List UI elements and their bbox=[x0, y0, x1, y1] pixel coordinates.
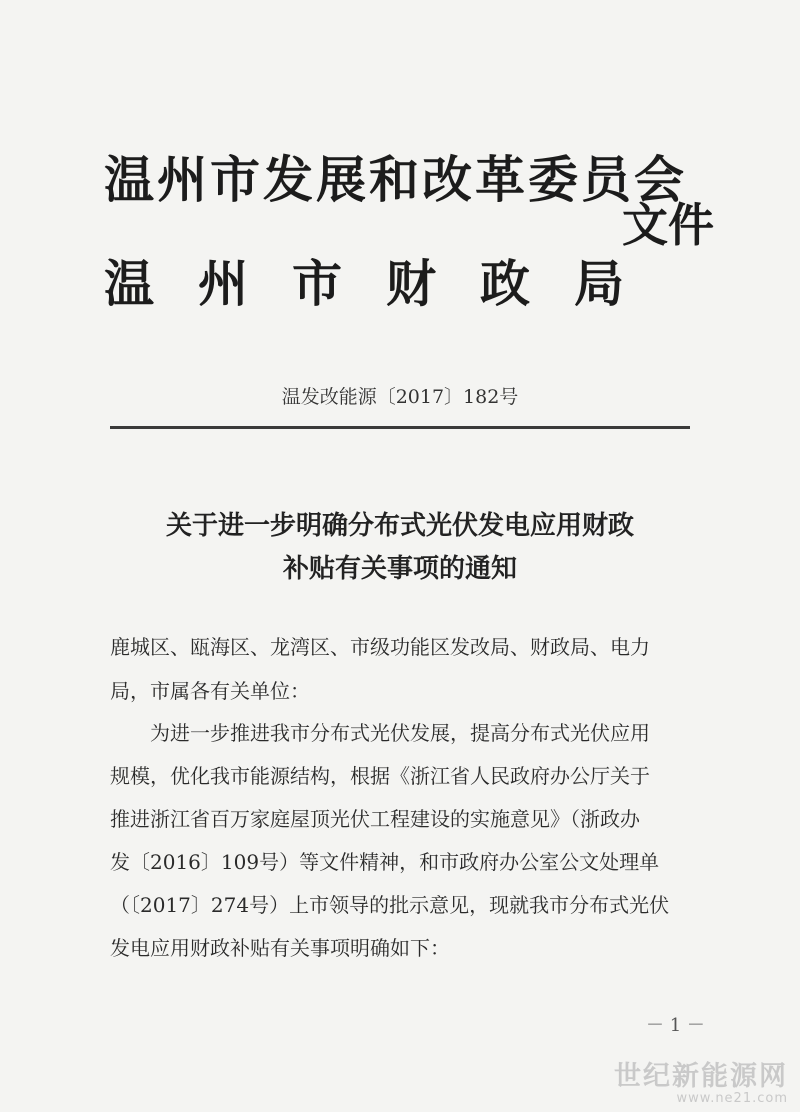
notice-title-line-2: 补贴有关事项的通知 bbox=[282, 554, 517, 584]
body-line: 鹿城区、瓯海区、龙湾区、市级功能区发改局、财政局、电力 bbox=[110, 635, 650, 659]
body-line: （〔2017〕274号）上市领导的批示意见，现就我市分布式光伏 bbox=[110, 893, 670, 917]
header-rule bbox=[110, 426, 690, 429]
body-line: 发电应用财政补贴有关事项明确如下： bbox=[110, 936, 450, 960]
body-line: 发〔2016〕109号）等文件精神，和市政府办公室公文处理单 bbox=[110, 850, 660, 874]
notice-title-line-1: 关于进一步明确分布式光伏发电应用财政 bbox=[165, 511, 634, 541]
issuer-name-2: 温州市财政局 bbox=[104, 255, 668, 313]
body-line: 局，市属各有关单位： bbox=[110, 679, 310, 703]
site-watermark bbox=[614, 1062, 788, 1106]
page-number: － 1 － bbox=[646, 1015, 705, 1036]
body-line: 推进浙江省百万家庭屋顶光伏工程建设的实施意见》（浙政办 bbox=[110, 807, 640, 831]
issuer-name-1: 温州市发展和改革委员会 bbox=[104, 151, 687, 209]
watermark-url: www.ne21.com bbox=[676, 1091, 788, 1106]
document-word: 文件 bbox=[622, 198, 714, 252]
body-line: 规模，优化我市能源结构，根据《浙江省人民政府办公厅关于 bbox=[110, 764, 650, 788]
body-line: 为进一步推进我市分布式光伏发展，提高分布式光伏应用 bbox=[150, 721, 650, 745]
document-number: 温发改能源〔2017〕182号 bbox=[281, 386, 519, 408]
watermark-text: 世纪新能源网 bbox=[614, 1061, 788, 1092]
